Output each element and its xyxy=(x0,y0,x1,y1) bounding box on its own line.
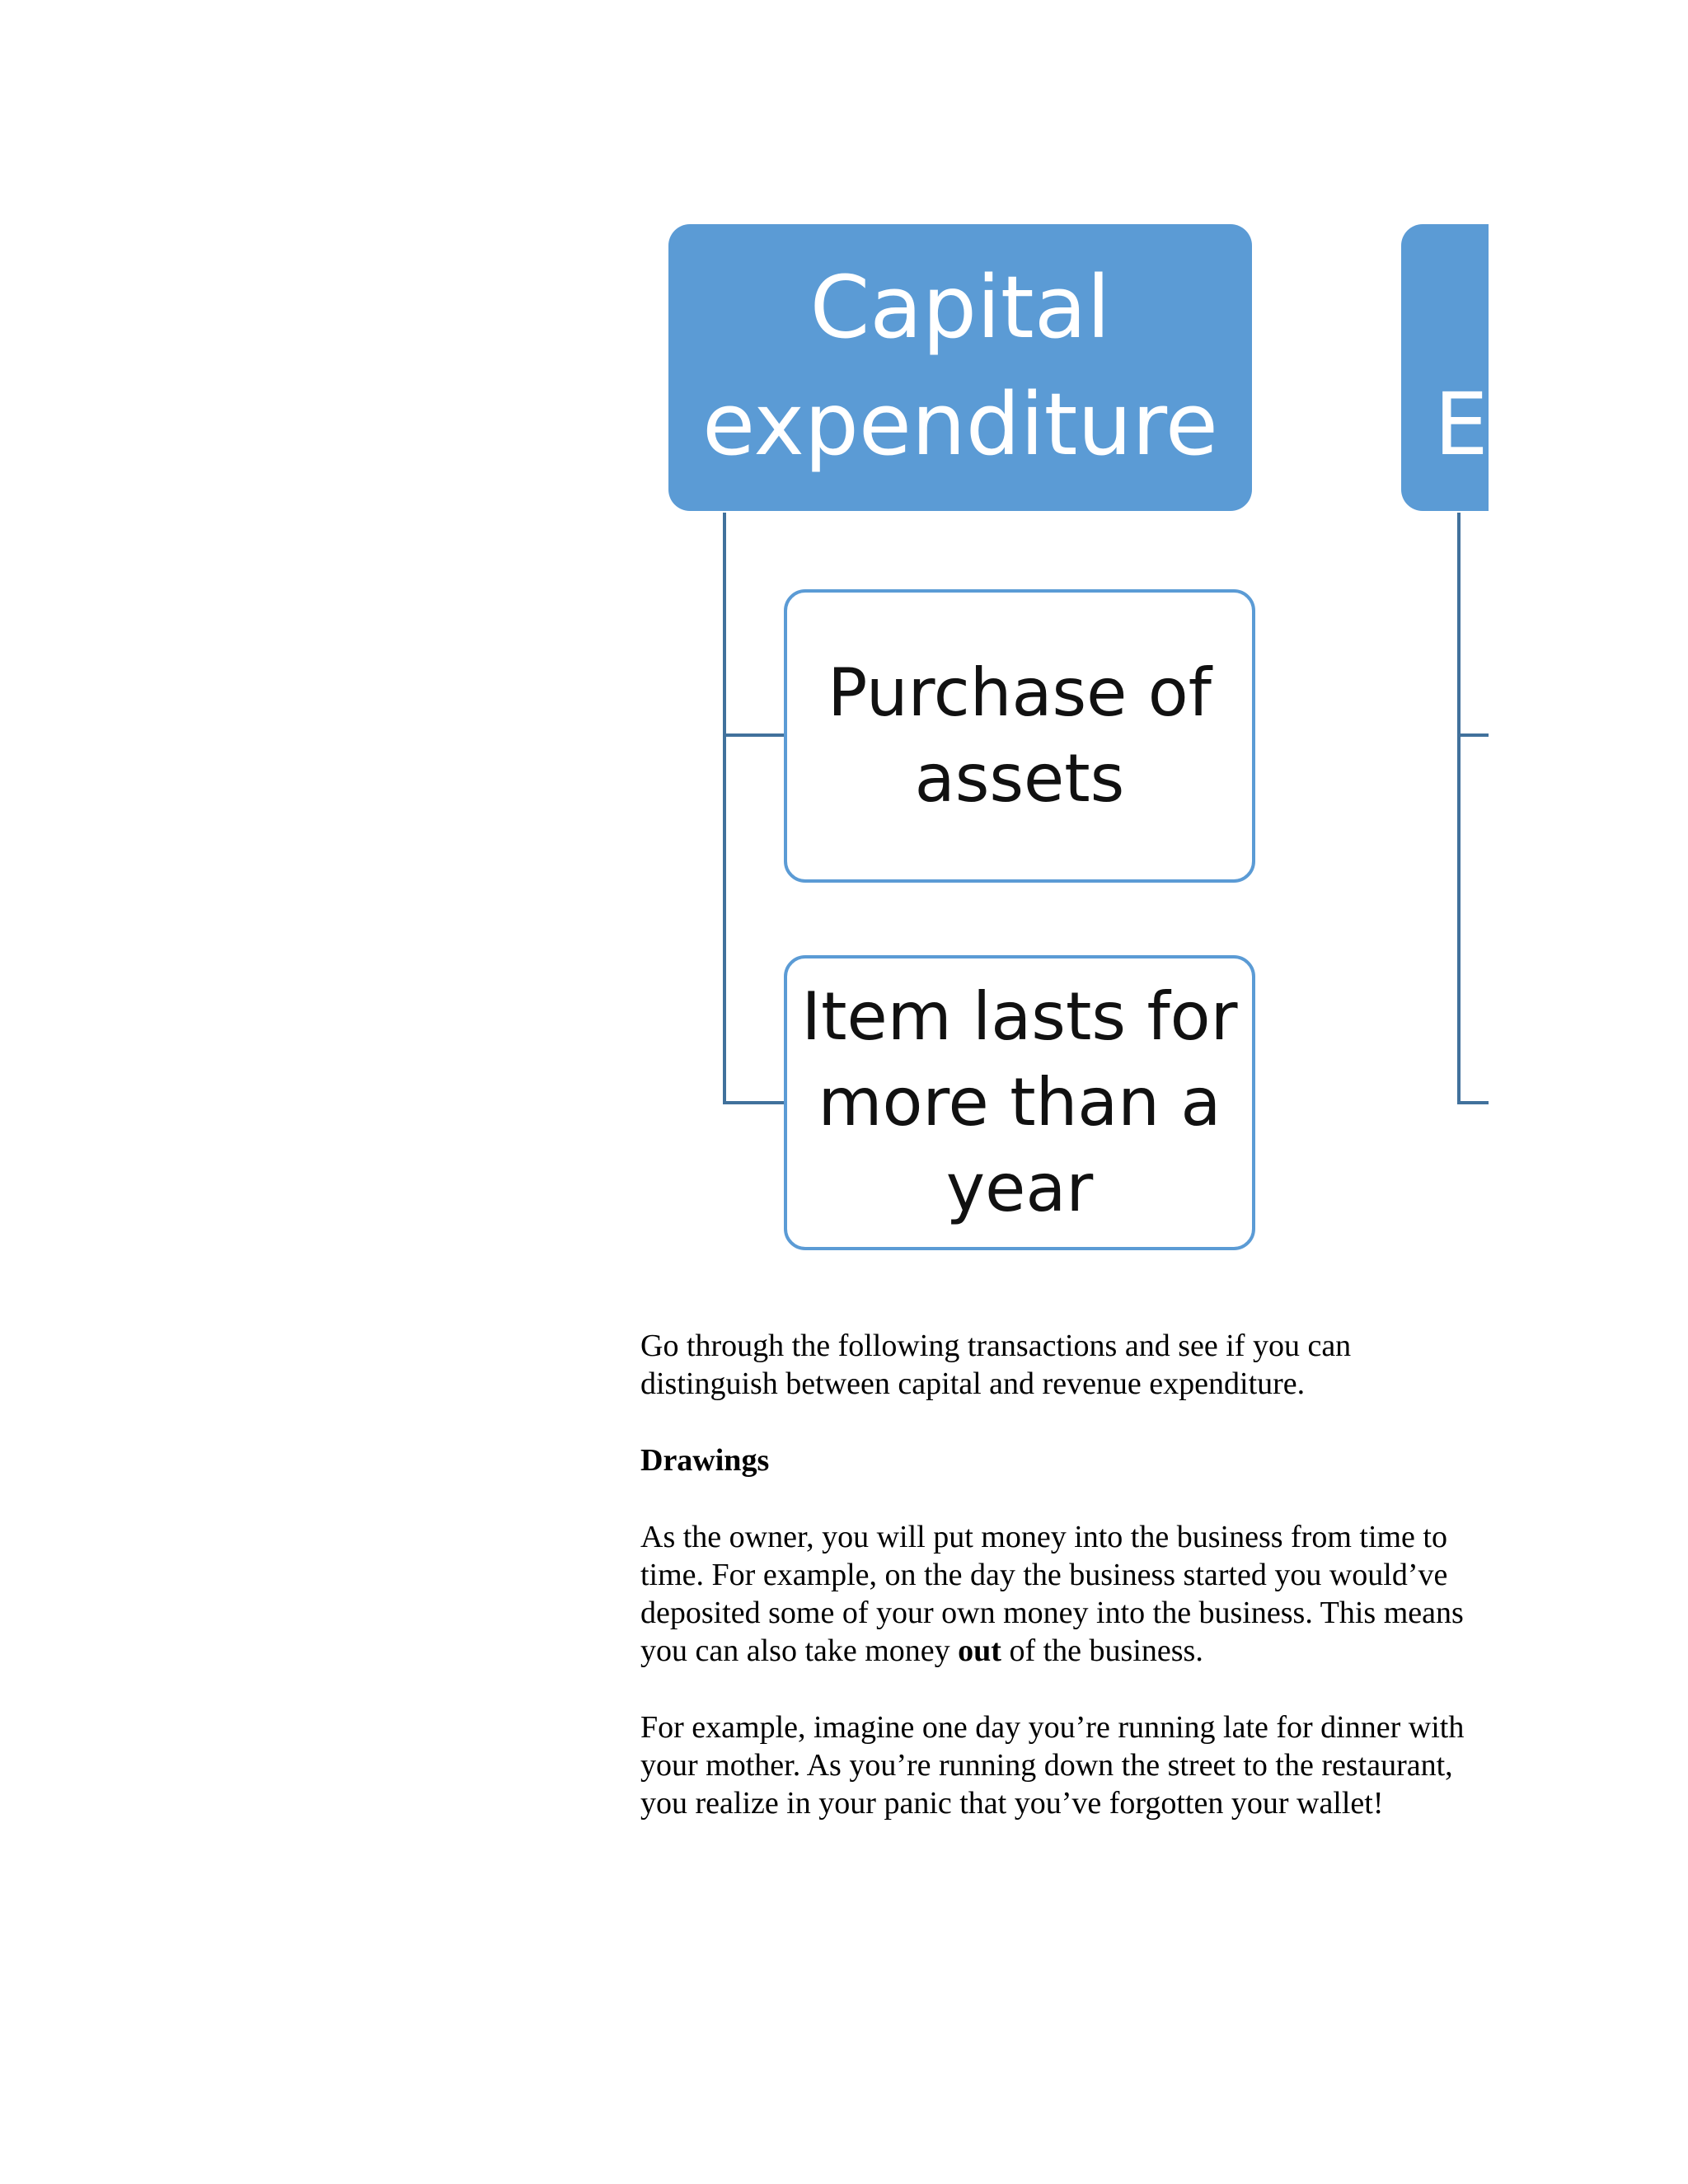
capital-expenditure-line-1: Capital xyxy=(809,257,1111,358)
partial-expenditure-node xyxy=(1401,224,1489,511)
partial-node-text: E xyxy=(1434,374,1489,475)
capital-expenditure-node xyxy=(668,224,1252,511)
owner-paragraph-text-1: As the owner, you will put money into the business from time to time. For example, on the day the business started you would’ve deposited some of your own money into the business. This means you can also take money xyxy=(640,1520,1464,1668)
connector-main-to-child-2 xyxy=(724,735,784,1103)
capital-expenditure-line-2: expenditure xyxy=(702,374,1218,475)
item-lasts-line-3: year xyxy=(945,1150,1094,1226)
owner-paragraph xyxy=(640,1518,1481,1670)
item-lasts-line-1: Item lasts for xyxy=(801,978,1238,1055)
intro-paragraph: Go through the following transactions and see if you can distinguish between capital and revenue expenditure. xyxy=(640,1329,1352,1401)
connector-main-to-child-1 xyxy=(724,513,784,735)
item-lasts-node xyxy=(784,955,1255,1250)
connector-partial-to-child-1 xyxy=(1459,513,1489,735)
owner-paragraph-bold: out xyxy=(958,1633,1001,1668)
item-lasts-line-2: more than a xyxy=(818,1064,1221,1141)
drawings-heading: Drawings xyxy=(640,1443,770,1478)
owner-paragraph-text-2: of the business. xyxy=(1001,1633,1203,1668)
connector-partial-to-child-2 xyxy=(1459,735,1489,1103)
purchase-of-assets-line-1: Purchase of xyxy=(828,654,1212,731)
purchase-of-assets-node xyxy=(784,589,1255,883)
example-paragraph: For example, imagine one day you’re running late for dinner with your mother. As you’re running down the street to the restaurant, you realize in your panic that you’ve forgotten your wallet! xyxy=(640,1710,1465,1821)
purchase-of-assets-line-2: assets xyxy=(914,740,1125,817)
